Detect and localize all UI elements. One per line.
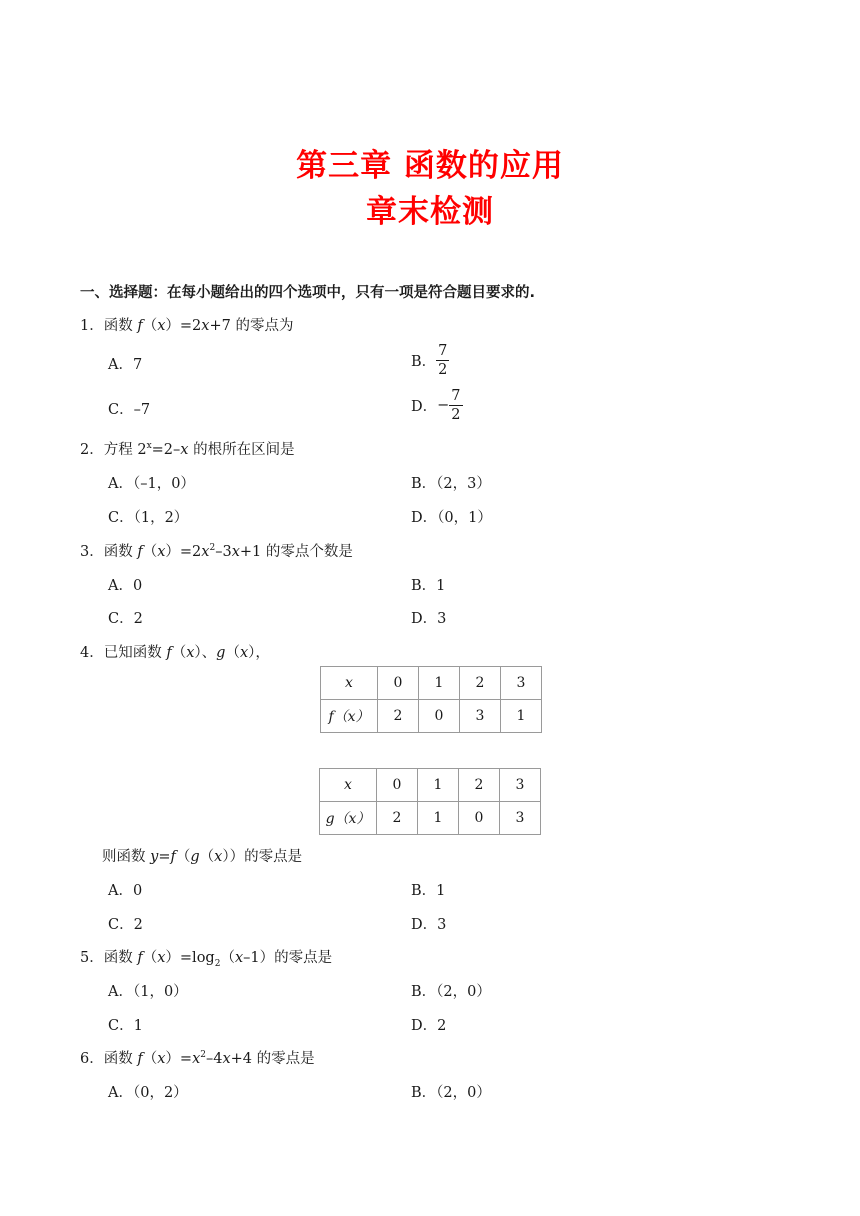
table-row xyxy=(320,802,541,835)
question-6-stem: 6．函数 $f(x)=x^2-4x+4$ 的零点是 xyxy=(80,1050,315,1067)
table-row xyxy=(320,769,541,802)
question-5-option-c: C．1 xyxy=(108,1018,143,1034)
question-1-option-c: C．–7 xyxy=(108,402,151,418)
table-cell: 3 xyxy=(460,700,501,733)
table-cell: 2 xyxy=(378,700,419,733)
question-5-stem: 5．函数 $f(x)=\log_2(x-1)$的零点是 xyxy=(80,950,333,969)
question-1-stem: 1．函数 f（x）=2x+7 的零点为 xyxy=(80,318,294,334)
question-2-stem: 2．方程 $2^x=2-x$ 的根所在区间是 xyxy=(80,441,295,458)
table-f-values xyxy=(320,666,542,733)
question-3-option-b: B．1 xyxy=(411,578,446,594)
table-cell: 0 xyxy=(459,802,500,835)
question-5-option-b: B．（2，0） xyxy=(411,984,491,1000)
chapter-subtitle: 章末检测 xyxy=(366,194,494,230)
fraction: $\frac{7}{2}$ xyxy=(438,343,448,378)
question-1-option-b: B． $\frac{7}{2}$ xyxy=(411,343,448,378)
table-header-cell: g（x） xyxy=(320,802,377,835)
question-2-option-c: C．（1，2） xyxy=(108,510,189,526)
table-cell: 2 xyxy=(459,769,500,802)
question-4-option-a: A．0 xyxy=(108,883,143,899)
question-4-option-d: D．3 xyxy=(411,917,447,933)
section-heading: 一、选择题：在每小题给出的四个选项中，只有一项是符合题目要求的. xyxy=(80,285,536,301)
question-1-option-d: D．− $\frac{7}{2}$ xyxy=(411,388,461,423)
question-2-option-a: A．（–1，0） xyxy=(108,476,195,492)
question-3-option-a: A．0 xyxy=(108,578,143,594)
table-cell: 2 xyxy=(377,802,418,835)
table-cell: 3 xyxy=(500,802,541,835)
table-cell: 0 xyxy=(378,667,419,700)
question-6-option-a: A．（0，2） xyxy=(108,1085,188,1101)
table-cell: 1 xyxy=(418,769,459,802)
question-4-follow: 则函数 y=f（g（x））的零点是 xyxy=(102,849,303,865)
table-cell: 3 xyxy=(501,667,542,700)
question-2-option-d: D．（0，1） xyxy=(411,510,492,526)
table-row xyxy=(321,667,542,700)
question-3-option-c: C．2 xyxy=(108,611,143,627)
question-5-option-d: D．2 xyxy=(411,1018,447,1034)
question-4-option-b: B．1 xyxy=(411,883,446,899)
question-4-option-c: C．2 xyxy=(108,917,143,933)
table-cell: 1 xyxy=(418,802,459,835)
fraction: $\frac{7}{2}$ xyxy=(451,388,461,423)
table-cell: 1 xyxy=(501,700,542,733)
question-3-option-d: D．3 xyxy=(411,611,447,627)
chapter-title: 第三章 函数的应用 xyxy=(296,148,564,184)
question-6-option-b: B．（2，0） xyxy=(411,1085,491,1101)
question-4-stem: 4．已知函数 f（x）、g（x）， xyxy=(80,645,270,661)
question-1-option-a: A．7 xyxy=(108,357,143,373)
table-row xyxy=(321,700,542,733)
table-g-values xyxy=(319,768,541,835)
table-header-cell: f（x） xyxy=(321,700,378,733)
table-cell: 0 xyxy=(377,769,418,802)
table-cell: 1 xyxy=(419,667,460,700)
question-2-option-b: B．（2，3） xyxy=(411,476,491,492)
question-5-option-a: A．（1，0） xyxy=(108,984,188,1000)
table-header-cell: x xyxy=(321,667,378,700)
table-cell: 3 xyxy=(500,769,541,802)
table-header-cell: x xyxy=(320,769,377,802)
table-cell: 0 xyxy=(419,700,460,733)
table-cell: 2 xyxy=(460,667,501,700)
question-3-stem: 3．函数 $f(x)=2x^2-3x+1$ 的零点个数是 xyxy=(80,543,353,560)
